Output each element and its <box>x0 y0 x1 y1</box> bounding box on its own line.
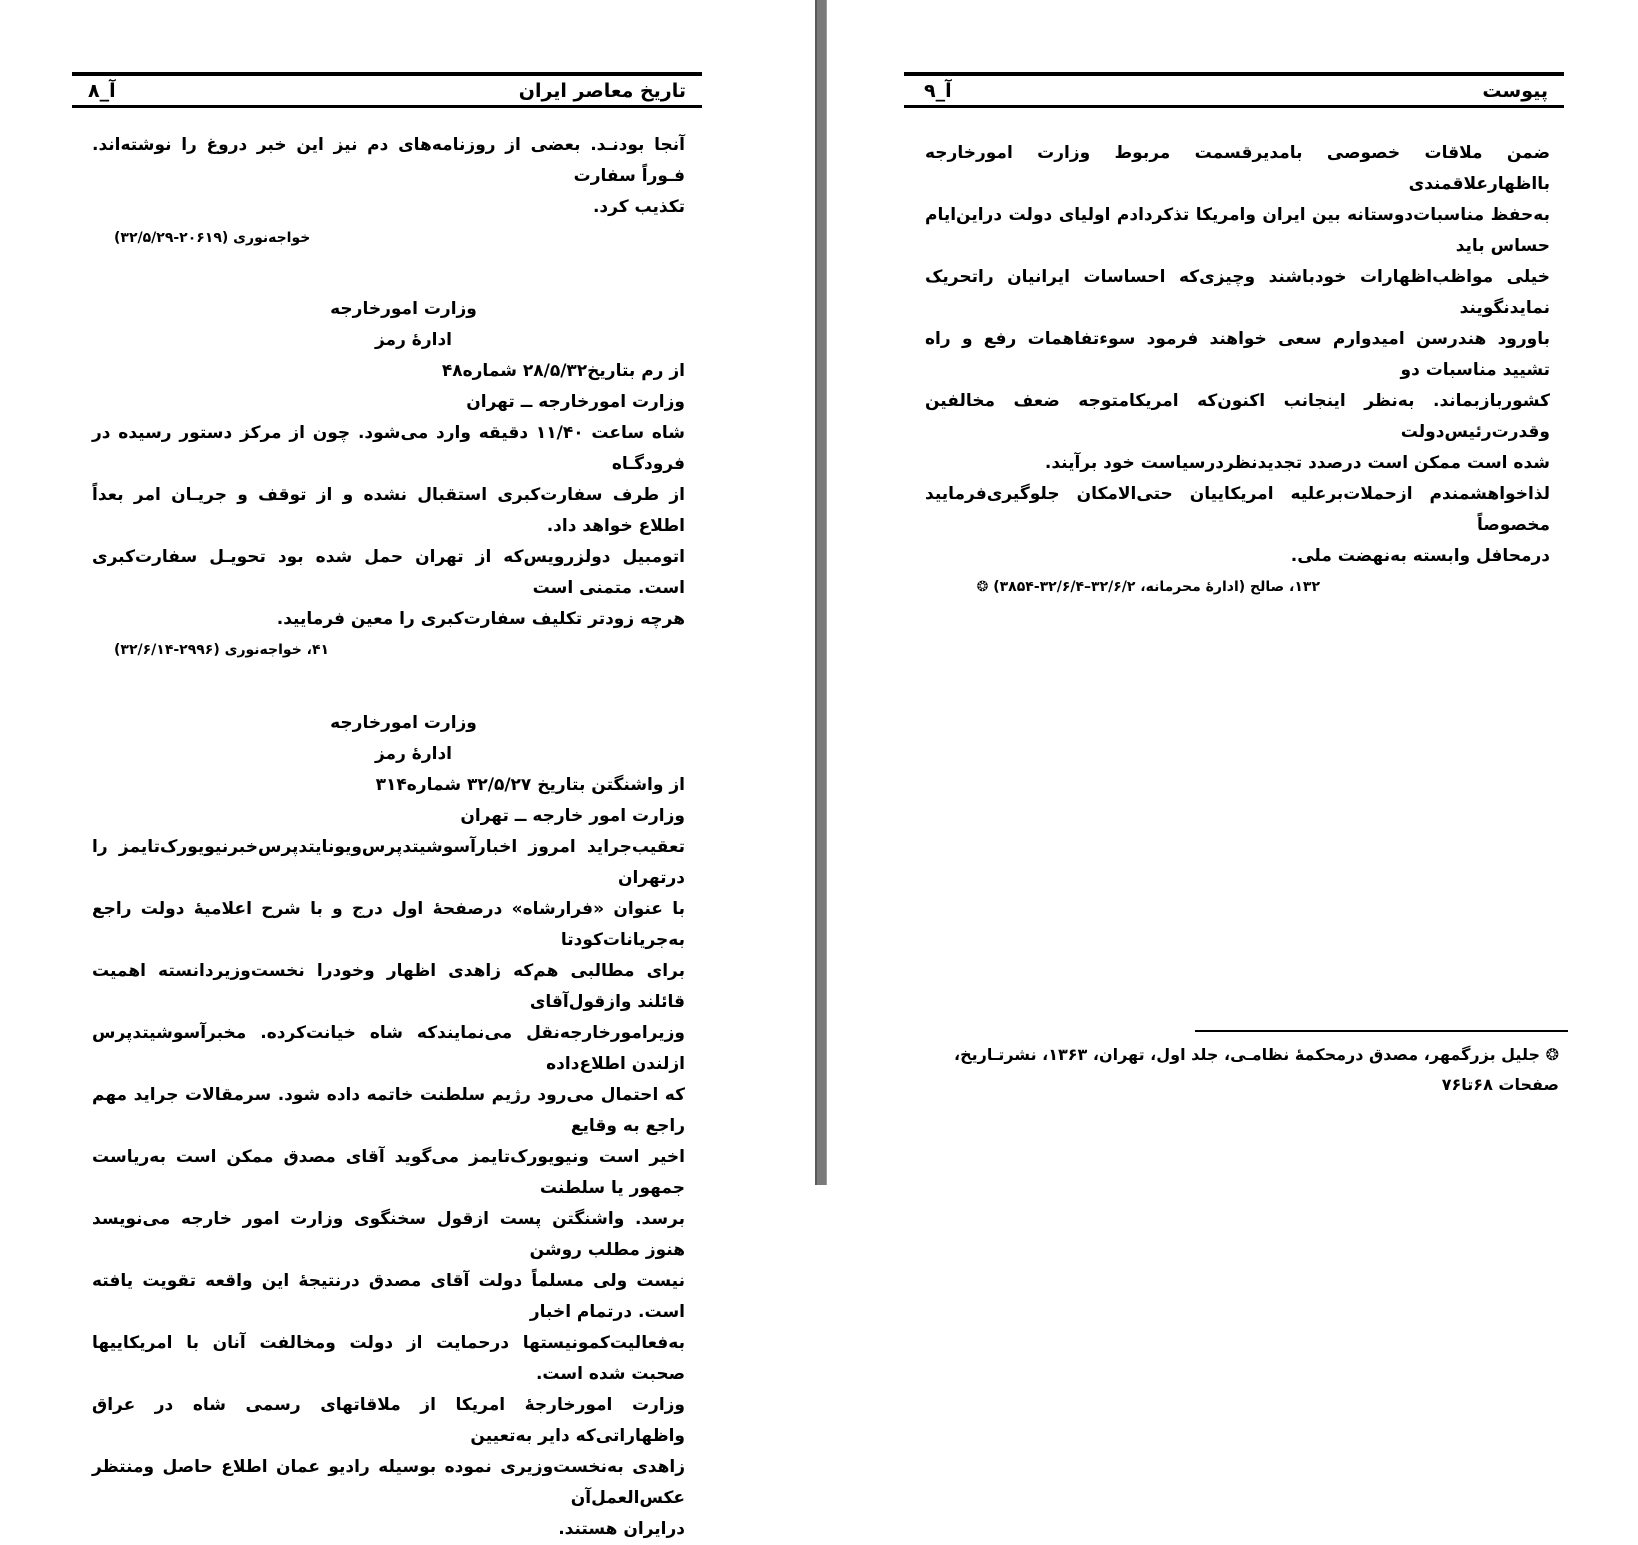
right-page-number: آ_۹ <box>924 79 952 102</box>
body-line: لذاخواهشمندم ازحملات‌برعلیه امریکاییان حتی‌الامکان جلوگیری‌فرمایید مخصوصاً <box>925 484 1550 535</box>
body-line: وزیرامورخارجه‌نقل می‌نمایندکه شاه خیانت‌کرده. مخبرآسوشیتدپرس ازلندن اطلاع‌داده <box>92 1023 685 1074</box>
body-line: با عنوان «فرارشاه» درصفحهٔ اول درج و با شرح اعلامیهٔ دولت راجع به‌جریانات‌کودتا <box>92 899 685 950</box>
body-line: خیلی مواظب‌اظهارات خودباشند وچیزی‌که احساسات ایرانیان راتحریک نمایدنگویند <box>925 267 1550 318</box>
section-from-line: از واشنگتن بتاریخ ۳۲/۵/۲۷ شماره۳۱۴ <box>375 775 685 795</box>
body-line: کشوربازبماند. به‌نظر اینجانب اکنون‌که امریکامتوجه ضعف مخالفین وقدرت‌رئیس‌دولت <box>925 391 1550 442</box>
section-to-line: وزارت امورخارجه ــ تهران <box>466 392 685 412</box>
right-page-title: پیوست <box>1482 79 1548 102</box>
footnote <box>937 1040 1559 1100</box>
body-line: به‌حفظ مناسبات‌دوستانه بین ایران وامریکا تذکردادم اولیای دولت دراین‌ایام حساس باید <box>925 205 1550 256</box>
body-line: درمحافل وابسته به‌نهضت ملی. <box>1290 546 1550 566</box>
right-page <box>827 0 1638 1185</box>
section-from-line: از رم بتاریخ۲۸/۵/۳۲ شماره۴۸ <box>441 361 685 381</box>
intro-line: تکذیب کرد. <box>592 197 685 217</box>
body-line: که احتمال می‌رود رژیم سلطنت خاتمه داده شود. سرمقالات جراید مهم راجع به وقایع <box>92 1085 685 1136</box>
section-office: ادارهٔ رمز <box>374 330 452 350</box>
body-line: تعقیب‌جراید امروز اخبارآسوشیتدپرس‌ویونایتدپرس‌خبرنیویورک‌تایمز را درتهران <box>92 837 685 888</box>
section-to-line: وزارت امور خارجه ــ تهران <box>460 806 685 826</box>
reference-citation: ۴۱، خواجه‌نوری (۲۹۹۶-۳۲/۶/۱۴) <box>114 642 330 658</box>
body-line: اتومبیل دولزرویس‌که از تهران حمل شده بود تحویـل سفارت‌کبری است. متمنی است <box>92 547 685 598</box>
reference-citation: خواجه‌نوری (۲۰۶۱۹-۳۲/۵/۲۹) <box>114 230 311 246</box>
intro-line: آنجا بودنـد. بعضی از روزنامه‌های دم نیز این خبر دروغ را نوشته‌اند. فـوراً سفارت <box>92 135 685 186</box>
body-line: برسد. واشنگتن پست ازقول سخنگوی وزارت امور خارجه می‌نویسد هنوز مطلب روشن <box>92 1209 685 1260</box>
body-line: شده است ممکن است درصدد تجدیدنظردرسیاست خود برآیند. <box>1044 453 1550 473</box>
body-line: اخیر است ونیویورک‌تایمز می‌گوید آقای مصدق ممکن است به‌ریاست جمهور یا سلطنت <box>92 1147 685 1198</box>
page-gutter <box>815 0 827 1185</box>
section-ministry: وزارت امورخارجه <box>330 713 477 733</box>
footnote-line: ❂ جلیل بزرگمهر، مصدق درمحکمهٔ نظامـی، جلد اول، تهران، ۱۳۶۳، نشرتـاریخ، <box>954 1045 1559 1064</box>
footnote-line: صفحات ۶۸تا۷۶ <box>1441 1075 1559 1094</box>
left-page-header <box>72 72 702 108</box>
left-page-number: آ_۸ <box>88 79 116 102</box>
section-office: ادارهٔ رمز <box>374 744 452 764</box>
body-line: شاه ساعت ۱۱/۴۰ دقیقه وارد می‌شود. چون از مرکز دستور رسیده در فرودگـاه <box>92 423 686 474</box>
left-page-body <box>92 130 685 1545</box>
body-line: زاهدی به‌نخست‌وزیری نموده بوسیله رادیو عمان اطلاع حاصل ومنتظر عکس‌العمل‌آن <box>92 1457 685 1508</box>
body-line: درایران هستند. <box>558 1519 685 1539</box>
body-line: باورود هندرسن امیدوارم سعی خواهند فرمود سوءتفاهمات رفع و راه تشیید مناسبات دو <box>925 329 1550 380</box>
footnote-rule <box>1195 1030 1568 1032</box>
body-line: از طرف سفارت‌کبری استقبال نشده و از توقف و جریـان امر بعداً اطلاع خواهد داد. <box>92 485 685 536</box>
left-page-title: تاریخ معاصر ایران <box>518 79 686 102</box>
body-line: وزارت امورخارجهٔ امریکا از ملاقاتهای رسمی شاه در عراق واظهاراتی‌که دایر به‌تعیین <box>92 1395 685 1446</box>
body-line: نیست ولی مسلماً دولت آقای مصدق درنتیجهٔ این واقعه تقویت یافته است. درتمام اخبار <box>92 1271 685 1322</box>
body-line: ضمن ملاقات خصوصی بامدیرقسمت مربوط وزارت امورخارجه بااظهارعلاقمندی <box>925 143 1550 194</box>
right-page-body <box>925 138 1550 603</box>
body-line: هرچه زودتر تکلیف سفارت‌کبری را معین فرمایید. <box>276 609 685 629</box>
section-ministry: وزارت امورخارجه <box>330 299 477 319</box>
left-page <box>0 0 815 1539</box>
body-line: به‌فعالیت‌کمونیستها درحمایت از دولت ومخالفت آنان با امریکاییها صحبت شده است. <box>92 1333 685 1384</box>
right-page-header <box>904 72 1564 108</box>
body-line: برای مطالبی هم‌که زاهدی اظهار وخودرا نخست‌وزیردانسته اهمیت قائلند وازقول‌آقای <box>92 961 685 1012</box>
reference-citation: ۱۳۲، صالح (ادارهٔ محرمانه، ۳۲/۶/۲–۳۲/۶/۴-۳۸۵۴) ❂ <box>976 579 1320 595</box>
